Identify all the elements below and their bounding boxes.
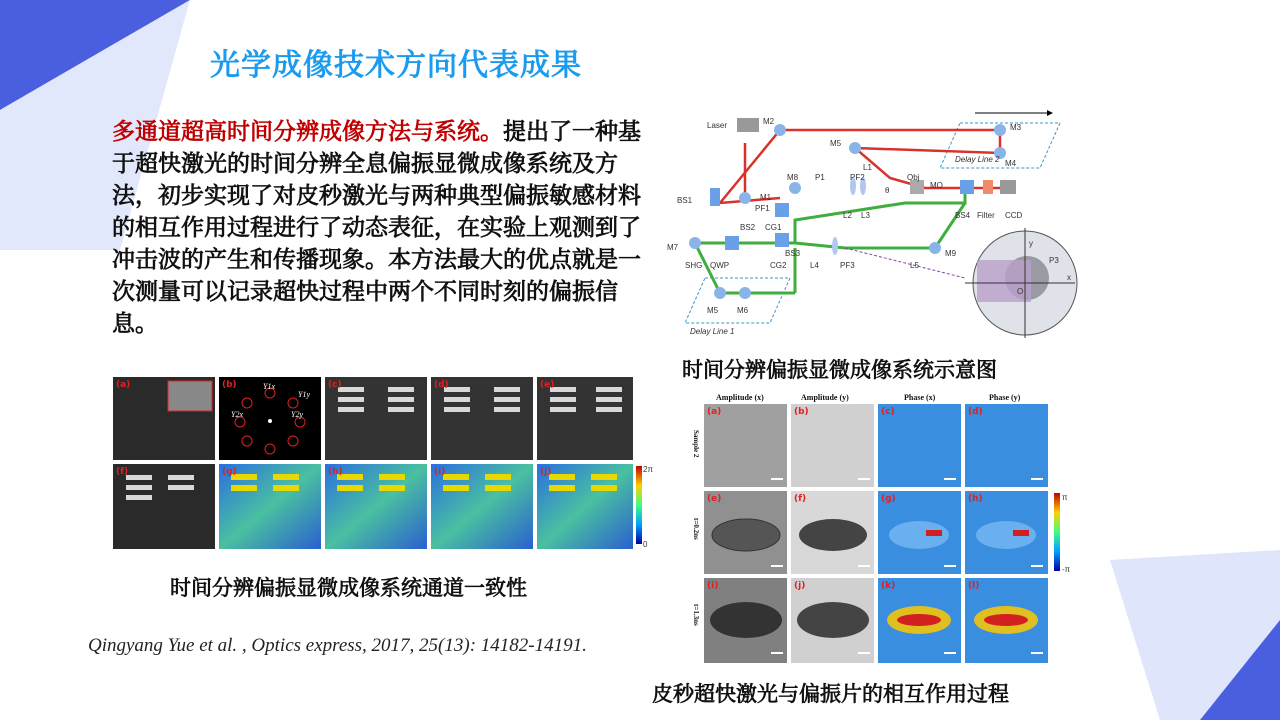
svg-text:(a): (a) <box>116 380 131 390</box>
svg-text:L1: L1 <box>863 163 872 172</box>
svg-text:2π: 2π <box>643 465 653 474</box>
slide-title: 光学成像技术方向代表成果 <box>210 48 582 83</box>
highlight-text: 多通道超高时间分辨成像方法与系统。 <box>112 119 503 145</box>
svg-text:(c): (c) <box>328 380 342 390</box>
svg-text:x: x <box>1067 273 1071 282</box>
svg-text:L2: L2 <box>843 211 852 220</box>
svg-text:Amplitude (y): Amplitude (y) <box>801 393 849 402</box>
svg-text:BS1: BS1 <box>677 196 693 205</box>
interaction-figure <box>676 390 1076 668</box>
svg-text:M2: M2 <box>763 117 775 126</box>
svg-text:y: y <box>1029 239 1033 248</box>
svg-text:M3: M3 <box>1010 123 1022 132</box>
svg-text:P1: P1 <box>815 173 825 182</box>
svg-text:Laser: Laser <box>707 121 728 130</box>
svg-text:BS3: BS3 <box>785 249 801 258</box>
svg-text:Phase (x): Phase (x) <box>904 393 936 402</box>
svg-text:L5: L5 <box>910 261 919 270</box>
svg-text:BS4: BS4 <box>955 211 971 220</box>
svg-text:Y2x: Y2x <box>231 410 243 419</box>
svg-text:M4: M4 <box>1005 159 1017 168</box>
svg-text:Phase (y): Phase (y) <box>989 393 1021 402</box>
svg-text:Y1x: Y1x <box>263 382 275 391</box>
citation: Qingyang Yue et al. , Optics express, 2017, 25(13): 14182-14191. <box>88 635 587 656</box>
svg-text:M1: M1 <box>760 193 772 202</box>
svg-text:M6: M6 <box>737 306 749 315</box>
svg-text:(k): (k) <box>881 581 896 591</box>
svg-text:(e): (e) <box>540 380 555 390</box>
svg-text:(f): (f) <box>116 467 129 477</box>
svg-text:0: 0 <box>643 540 648 549</box>
svg-text:M5: M5 <box>707 306 719 315</box>
svg-text:(h): (h) <box>968 494 983 504</box>
svg-text:PF3: PF3 <box>840 261 855 270</box>
svg-text:π: π <box>1062 493 1068 502</box>
svg-text:MO: MO <box>930 181 943 190</box>
svg-text:BS2: BS2 <box>740 223 756 232</box>
svg-text:(i): (i) <box>707 581 719 591</box>
svg-text:t=1.3ns: t=1.3ns <box>692 604 700 626</box>
svg-text:M9: M9 <box>945 249 957 258</box>
decor-bottom-right-triangle <box>1090 540 1280 720</box>
svg-text:(h): (h) <box>328 467 343 477</box>
svg-text:PF2: PF2 <box>850 173 865 182</box>
svg-text:CCD: CCD <box>1005 211 1023 220</box>
svg-text:CG2: CG2 <box>770 261 787 270</box>
svg-text:θ: θ <box>885 186 890 195</box>
laser-box <box>737 118 759 132</box>
svg-text:(f): (f) <box>794 494 807 504</box>
svg-text:t=0.2ns: t=0.2ns <box>692 518 700 540</box>
svg-text:(g): (g) <box>881 494 896 504</box>
svg-text:Delay Line 2: Delay Line 2 <box>955 155 1000 164</box>
svg-text:O: O <box>1017 287 1024 296</box>
svg-text:Obj: Obj <box>907 173 920 182</box>
consistency-caption: 时间分辨偏振显微成像系统通道一致性 <box>170 576 527 600</box>
svg-text:(j): (j) <box>540 467 552 477</box>
svg-text:Sample 2: Sample 2 <box>692 430 700 458</box>
svg-text:(l): (l) <box>968 581 980 591</box>
svg-text:(c): (c) <box>881 407 895 417</box>
svg-text:(i): (i) <box>434 467 446 477</box>
svg-text:Filter: Filter <box>977 211 995 220</box>
schematic-caption: 时间分辨偏振显微成像系统示意图 <box>682 358 997 382</box>
svg-text:(d): (d) <box>968 407 983 417</box>
svg-text:Delay Line 1: Delay Line 1 <box>690 327 735 336</box>
svg-text:(d): (d) <box>434 380 449 390</box>
body-text: 提出了一种基于超快激光的时间分辨全息偏振显微成像系统及方法，初步实现了对皮秒激光与两种典型偏振敏感材料的相互作用过程进行了动态表征，在实验上观测到了冲击波的产生和传播现象。本方法最大的优点就是一次测量可以记录超快过程中两个不同时刻的偏振信息。 <box>112 119 641 337</box>
svg-text:CG1: CG1 <box>765 223 782 232</box>
svg-text:L4: L4 <box>810 261 819 270</box>
svg-text:(j): (j) <box>794 581 806 591</box>
svg-text:Y1y: Y1y <box>298 390 310 399</box>
svg-text:SHG: SHG <box>685 261 703 270</box>
svg-text:M7: M7 <box>667 243 679 252</box>
svg-text:PF1: PF1 <box>755 204 770 213</box>
svg-text:M5: M5 <box>830 139 842 148</box>
interaction-caption: 皮秒超快激光与偏振片的相互作用过程 <box>652 682 1009 706</box>
consistency-figure <box>113 377 653 549</box>
svg-text:(a): (a) <box>707 407 722 417</box>
svg-text:Amplitude (x): Amplitude (x) <box>716 393 764 402</box>
svg-text:(b): (b) <box>794 407 809 417</box>
svg-text:QWP: QWP <box>710 261 730 270</box>
svg-text:(b): (b) <box>222 380 237 390</box>
svg-text:P3: P3 <box>1049 256 1059 265</box>
svg-text:(g): (g) <box>222 467 237 477</box>
description-paragraph <box>112 116 652 340</box>
svg-text:M8: M8 <box>787 173 799 182</box>
schematic-figure <box>665 108 1080 343</box>
svg-text:Y2y: Y2y <box>291 410 303 419</box>
svg-text:L3: L3 <box>861 211 870 220</box>
svg-text:-π: -π <box>1062 565 1071 574</box>
svg-text:(e): (e) <box>707 494 722 504</box>
